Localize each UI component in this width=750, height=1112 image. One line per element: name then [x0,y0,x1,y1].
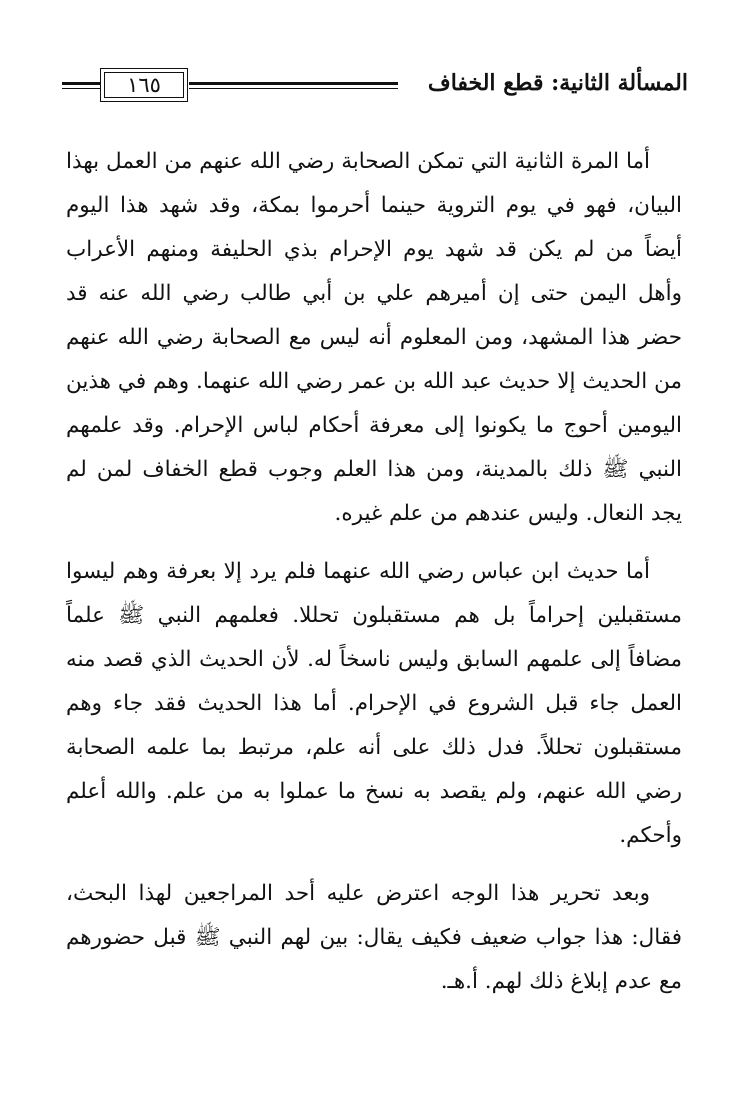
header-rule-right [189,82,398,85]
header-rule-left [62,82,100,85]
paragraph: وبعد تحرير هذا الوجه اعترض عليه أحد المراجعين لهذا البحث، فقال: هذا جواب ضعيف فكيف يقال: بين لهم النبي ﷺ قبل حضورهم مع عدم إبلاغ ذلك لهم. أ.هـ. [66,881,682,994]
chapter-title: المسألة الثانية: قطع الخفاف [427,70,688,96]
paragraph: أما حديث ابن عباس رضي الله عنهما فلم يرد إلا بعرفة وهم ليسوا مستقبلين إحراماً بل هم مستقبلون تحللا. فعلمهم النبي ﷺ علماً مضافاً إلى علمهم السابق وليس ناسخاً له. لأن الحديث الذي قصد منه العمل جاء قبل الشروع في الإحرام. أما هذا الحديث فقد جاء وهم مستقبلون تحللاً. فدل ذلك على أنه علم، مرتبط بما علمه الصحابة رضي الله عنهم، ولم يقصد به نسخ ما عملوا به من علم. والله أعلم وأحكم. [66,559,682,848]
header-rule-right-thin [189,88,398,89]
page-number: ١٦٥ [104,72,184,98]
running-header [62,66,688,106]
paragraph: أما المرة الثانية التي تمكن الصحابة رضي الله عنهم من العمل بهذا البيان، فهو في يوم التروية حينما أحرموا بمكة، وقد شهد هذا اليوم أيضاً من لم يكن قد شهد يوم الإحرام بذي الحليفة ومنهم الأعراب وأهل اليمن حتى إن أميرهم علي بن أبي طالب رضي الله عنه قد حضر هذا المشهد، ومن المعلوم أنه ليس مع الصحابة رضي الله عنهم من الحديث إلا حديث عبد الله بن عمر رضي الله عنهما. وهم في هذين اليومين أحوج ما يكونوا إلى معرفة أحكام لباس الإحرام. وقد علمهم النبي ﷺ ذلك بالمدينة، ومن هذا العلم وجوب قطع الخفاف لمن لم يجد النعال. وليس عندهم من علم غيره. [66,149,682,526]
header-rule-left-thin [62,88,100,89]
page-number-box [100,68,188,102]
body-text [66,140,682,1004]
